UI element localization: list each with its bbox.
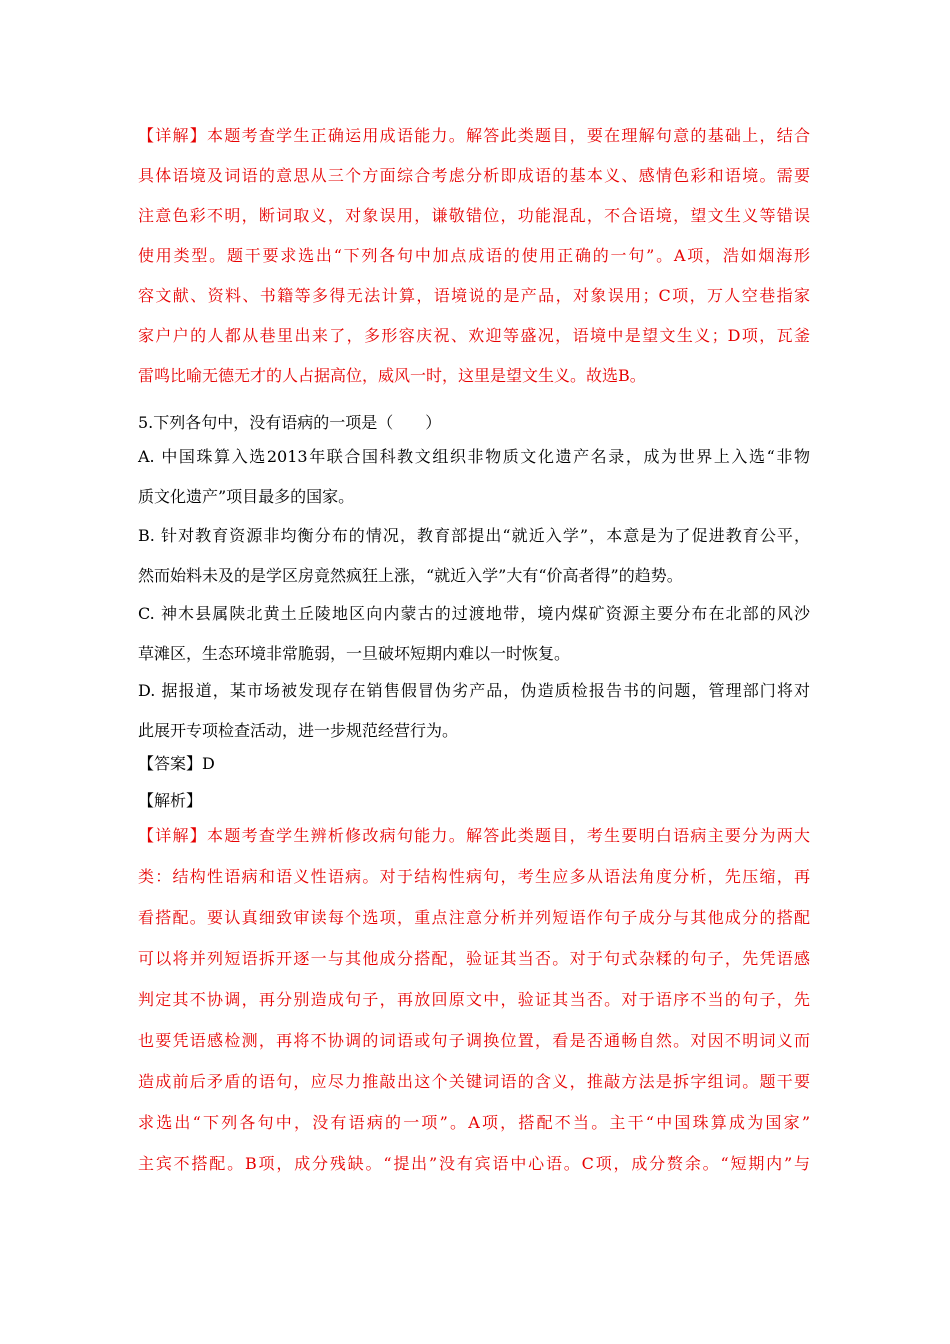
analysis-line: 可以将并列短语拆开逐一与其他成分搭配，验证其当否。对于句式杂糅的句子，先凭语感 <box>138 949 810 968</box>
option-c <box>138 598 810 670</box>
option-c-line: C. 神木县属陕北黄土丘陵地区向内蒙古的过渡地带，境内煤矿资源主要分布在北部的风沙 <box>138 604 810 623</box>
analysis-detail <box>138 820 810 1180</box>
prev-detail-line: 家户户的人都从巷里出来了，多形容庆祝、欢迎等盛况，语境中是望文生义；D项，瓦釜 <box>138 326 810 345</box>
option-c-line: 草滩区，生态环境非常脆弱，一旦破坏短期内难以一时恢复。 <box>138 644 571 663</box>
prev-detail-line: 【详解】本题考查学生正确运用成语能力。解答此类题目，要在理解句意的基础上，结合 <box>138 126 810 145</box>
analysis-line: 造成前后矛盾的语句，应尽力推敲出这个关键词语的含义，推敲方法是拆字组词。题干要 <box>138 1072 810 1091</box>
prev-detail-line: 雷鸣比喻无德无才的人占据高位，威风一时，这里是望文生义。故选B。 <box>138 366 646 385</box>
option-b <box>138 520 810 592</box>
option-a-line: 质文化遗产”项目最多的国家。 <box>138 487 355 506</box>
prev-detail-line: 使用类型。题干要求选出“下列各句中加点成语的使用正确的一句”。A项，浩如烟海形 <box>138 246 810 265</box>
analysis-line: 求选出“下列各句中，没有语病的一项”。A项，搭配不当。主干“中国珠算成为国家” <box>138 1113 810 1132</box>
prev-detail-explanation <box>138 120 810 392</box>
option-d <box>138 675 810 747</box>
prev-detail-line: 注意色彩不明，断词取义，对象误用，谦敬错位，功能混乱，不合语境，望文生义等错误 <box>138 206 810 225</box>
analysis-line: 也要凭语感检测，再将不协调的词语或句子调换位置，看是否通畅自然。对因不明词义而 <box>138 1031 810 1050</box>
analysis-line: 【详解】本题考查学生辨析修改病句能力。解答此类题目，考生要明白语病主要分为两大 <box>138 826 810 845</box>
option-a-line: A. 中国珠算入选2013年联合国科教文组织非物质文化遗产名录，成为世界上入选“非物 <box>138 447 810 466</box>
analysis-line: 判定其不协调，再分别造成句子，再放回原文中，验证其当否。对于语序不当的句子，先 <box>138 990 810 1009</box>
option-b-line: B. 针对教育资源非均衡分布的情况，教育部提出“就近入学”，本意是为了促进教育公平， <box>138 526 810 545</box>
option-d-line: 此展开专项检查活动，进一步规范经营行为。 <box>138 721 459 740</box>
prev-detail-line: 容文献、资料、书籍等多得无法计算，语境说的是产品，对象误用；C项，万人空巷指家 <box>138 286 810 305</box>
analysis-heading-text: 【解析】 <box>138 791 203 810</box>
option-b-line: 然而始料未及的是学区房竟然疯狂上涨，“就近入学”大有“价高者得”的趋势。 <box>138 566 683 585</box>
analysis-line: 类：结构性语病和语义性语病。对于结构性病句，考生应多从语法角度分析，先压缩，再 <box>138 867 810 886</box>
analysis-line: 看搭配。要认真细致审读每个选项，重点注意分析并列短语作句子成分与其他成分的搭配 <box>138 908 810 927</box>
option-a <box>138 441 810 513</box>
analysis-heading <box>138 785 810 817</box>
prev-detail-line: 具体语境及词语的意思从三个方面综合考虑分析即成语的基本义、感情色彩和语境。需要 <box>138 166 810 185</box>
answer-text: 【答案】D <box>138 754 215 773</box>
question-stem-text: 5.下列各句中，没有语病的一项是（ ） <box>138 413 442 432</box>
analysis-line: 主宾不搭配。B项，成分残缺。“提出”没有宾语中心语。C项，成分赘余。“短期内”与 <box>138 1154 810 1173</box>
option-d-line: D. 据报道，某市场被发现存在销售假冒伪劣产品，伪造质检报告书的问题，管理部门将对 <box>138 681 810 700</box>
question-stem <box>138 407 810 439</box>
answer <box>138 748 810 780</box>
